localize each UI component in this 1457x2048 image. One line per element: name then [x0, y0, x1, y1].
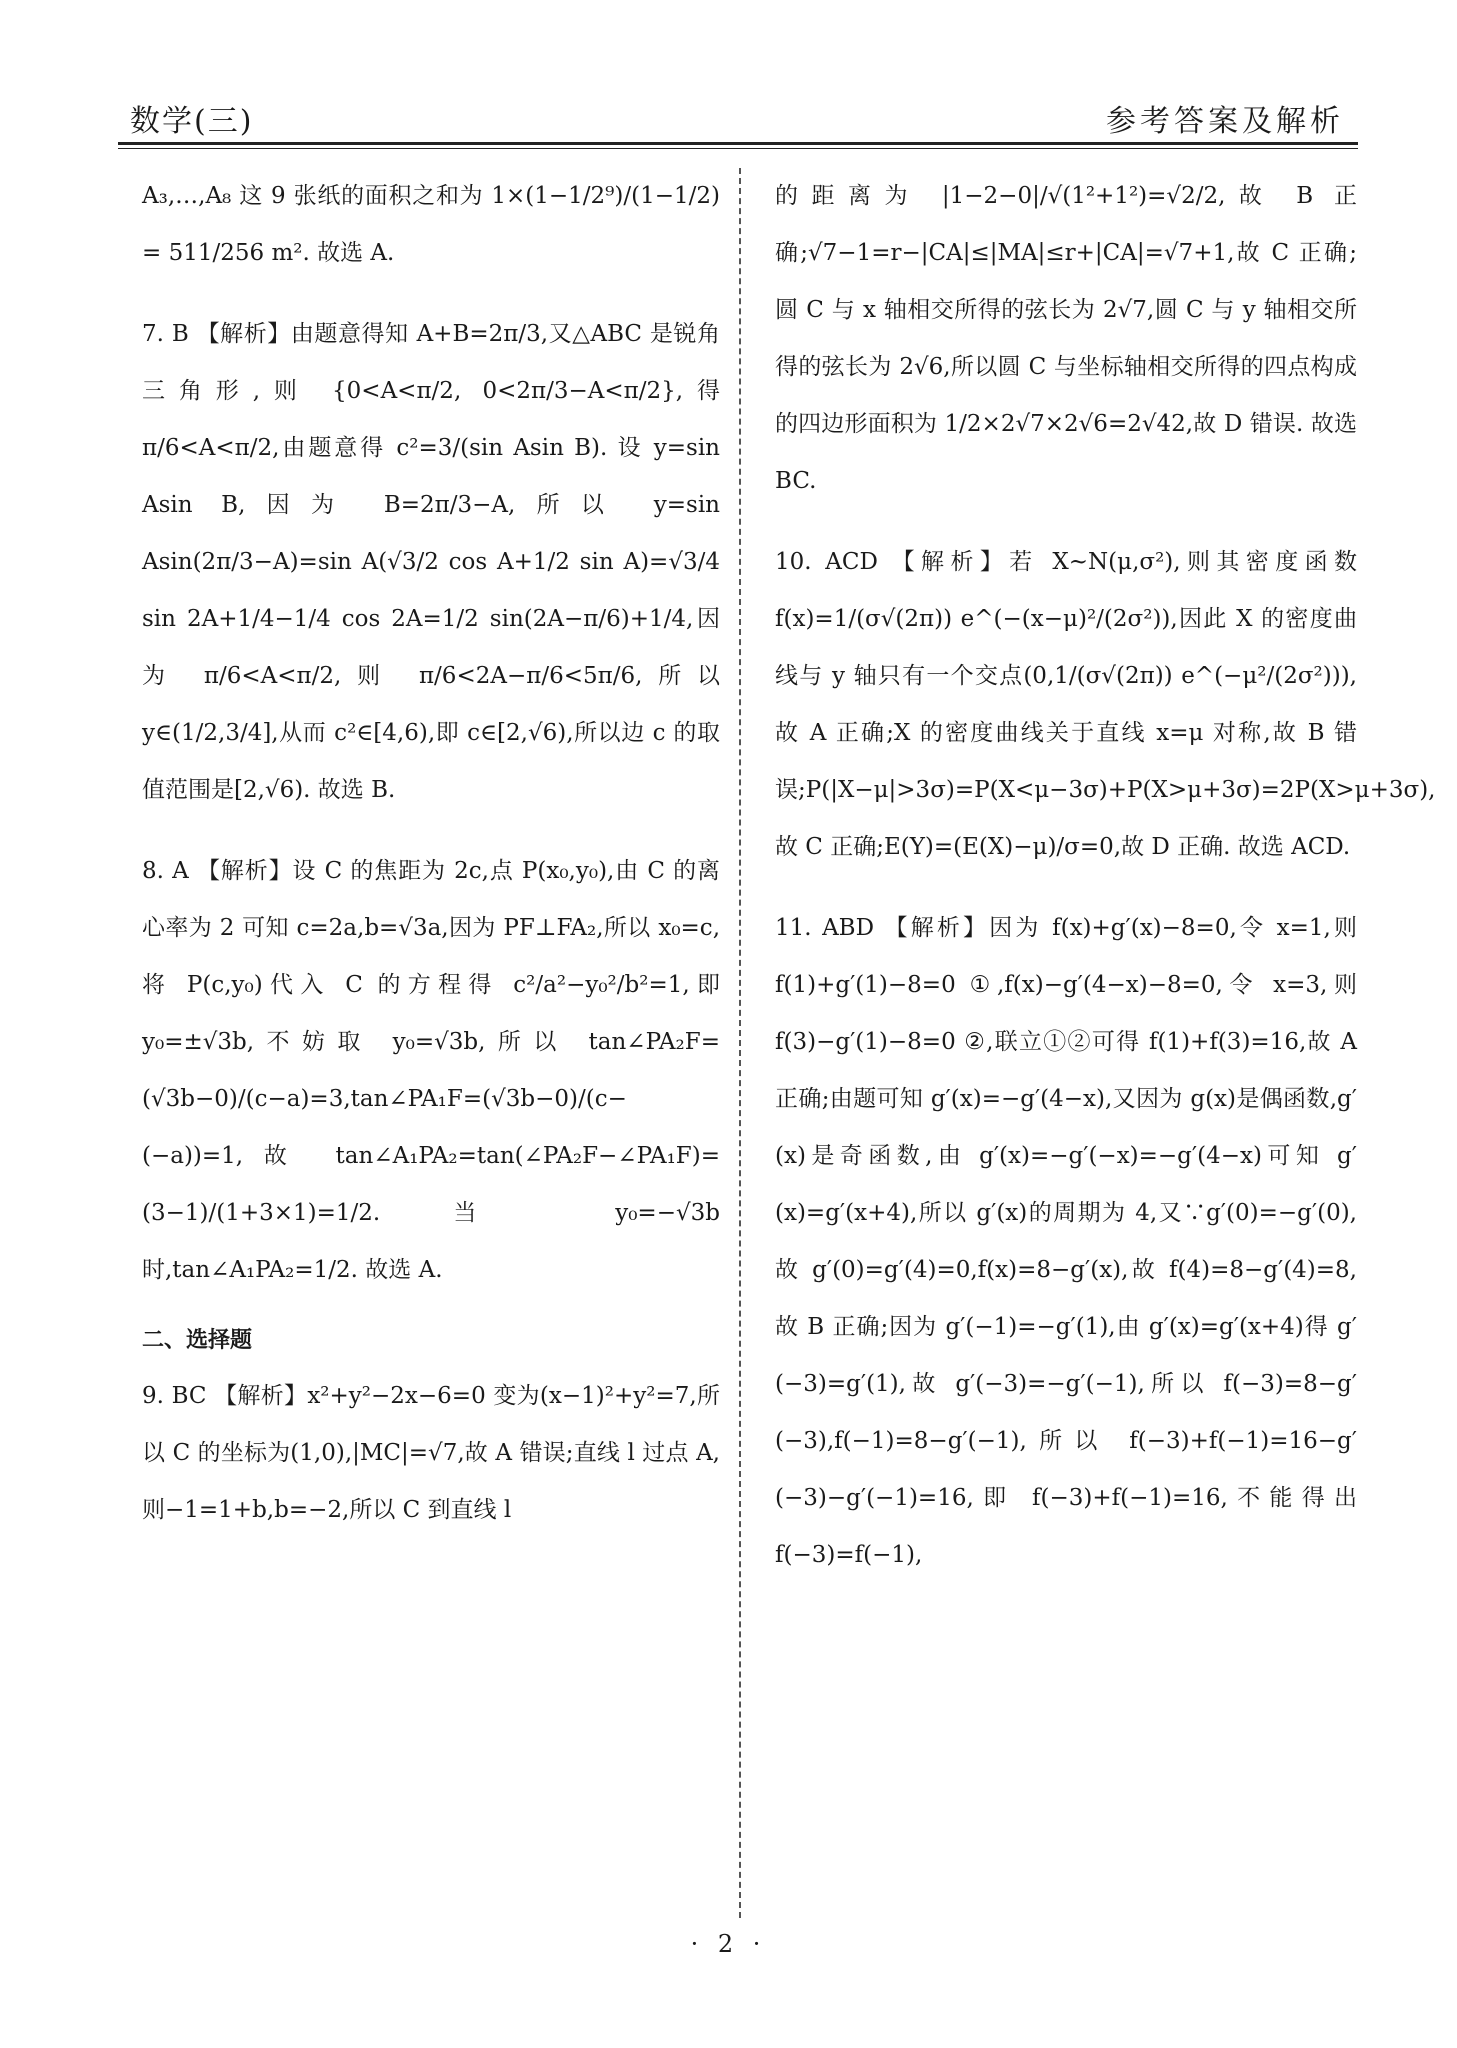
- answer-7: 7. B 【解析】由题意得知 A+B=2π/3,又△ABC 是锐角三角形,则 {0<A<π/2, 0<2π/3−A<π/2},得 π/6<A<π/2,由题意得 c²=3/(sin Asin B). 设 y=sin Asin B,因为 B=2π/3−A,所以 y=sin Asin(2π/3−A)=sin A(√3/2 cos A+1/2 sin A)=√3/4 sin 2A+1/4−1/4 cos 2A=1/2 sin(2A−π/6)+1/4,因为 π/6<A<π/2,则 π/6<2A−π/6<5π/6,所以 y∈(1/2,3/4],从而 c²∈[4,6),即 c∈[2,√6),所以边 c 的取值范围是[2,√6). 故选 B.: [142, 321, 720, 803]
- right-column: [775, 168, 1436, 1608]
- header-rule-thick: [118, 142, 1358, 145]
- answer-6-continued: A₃,…,A₈ 这 9 张纸的面积之和为 1×(1−1/2⁹)/(1−1/2) = 511/256 m². 故选 A.: [142, 183, 720, 266]
- answer-10: 10. ACD 【解析】若 X~N(μ,σ²),则其密度函数 f(x)=1/(σ√(2π)) e^(−(x−μ)²/(2σ²)),因此 X 的密度曲线与 y 轴只有一个交点(0,1/(σ√(2π)) e^(−μ²/(2σ²))),故 A 正确;X 的密度曲线关于直线 x=μ 对称,故 B 错误;P(|X−μ|>3σ)=P(X<μ−3σ)+P(X>μ+3σ)=2P(X>μ+3σ),故 C 正确;E(Y)=(E(X)−μ)/σ=0,故 D 正确. 故选 ACD.: [775, 549, 1436, 860]
- answer-9: 9. BC 【解析】x²+y²−2x−6=0 变为(x−1)²+y²=7,所以 C 的坐标为(1,0),|MC|=√7,故 A 错误;直线 l 过点 A,则−1=1+b,b=−2,所以 C 到直线 l: [142, 1383, 720, 1523]
- column-divider: [739, 168, 741, 1918]
- header-rule-thin: [118, 148, 1358, 149]
- header-subject: 数学(三): [130, 104, 254, 139]
- left-column: [142, 168, 720, 1563]
- answer-11: 11. ABD 【解析】因为 f(x)+g′(x)−8=0,令 x=1,则 f(1)+g′(1)−8=0 ①,f(x)−g′(4−x)−8=0,令 x=3,则 f(3)−g′(1)−8=0 ②,联立①②可得 f(1)+f(3)=16,故 A 正确;由题可知 g′(x)=−g′(4−x),又因为 g(x)是偶函数,g′(x)是奇函数,由 g′(x)=−g′(−x)=−g′(4−x)可知 g′(x)=g′(x+4),所以 g′(x)的周期为 4,又∵g′(0)=−g′(0),故 g′(0)=g′(4)=0,f(x)=8−g′(x),故 f(4)=8−g′(4)=8,故 B 正确;因为 g′(−1)=−g′(1),由 g′(x)=g′(x+4)得 g′(−3)=g′(1),故 g′(−3)=−g′(−1),所以 f(−3)=8−g′(−3),f(−1)=8−g′(−1),所以 f(−3)+f(−1)=16−g′(−3)−g′(−1)=16,即 f(−3)+f(−1)=16,不能得出 f(−3)=f(−1),: [775, 915, 1357, 1568]
- header-title: 参考答案及解析: [1106, 104, 1344, 139]
- page-header: [118, 92, 1358, 142]
- answer-9-continued: 的距离为 |1−2−0|/√(1²+1²)=√2/2,故 B 正确;√7−1=r−|CA|≤|MA|≤r+|CA|=√7+1,故 C 正确;圆 C 与 x 轴相交所得的弦长为 2√7,圆 C 与 y 轴相交所得的弦长为 2√6,所以圆 C 与坐标轴相交所得的四点构成的四边形面积为 1/2×2√7×2√6=2√42,故 D 错误. 故选 BC.: [775, 183, 1357, 494]
- section-title: 二、选择题: [142, 1328, 253, 1353]
- answer-8: 8. A 【解析】设 C 的焦距为 2c,点 P(x₀,y₀),由 C 的离心率为 2 可知 c=2a,b=√3a,因为 PF⊥FA₂,所以 x₀=c,将 P(c,y₀)代入 C 的方程得 c²/a²−y₀²/b²=1,即 y₀=±√3b,不妨取 y₀=√3b,所以 tan∠PA₂F=(√3b−0)/(c−a)=3,tan∠PA₁F=(√3b−0)/(c−(−a))=1,故 tan∠A₁PA₂=tan(∠PA₂F−∠PA₁F)=(3−1)/(1+3×1)=1/2. 当 y₀=−√3b 时,tan∠A₁PA₂=1/2. 故选 A.: [142, 858, 720, 1283]
- page-number: · 2 ·: [690, 1930, 767, 1958]
